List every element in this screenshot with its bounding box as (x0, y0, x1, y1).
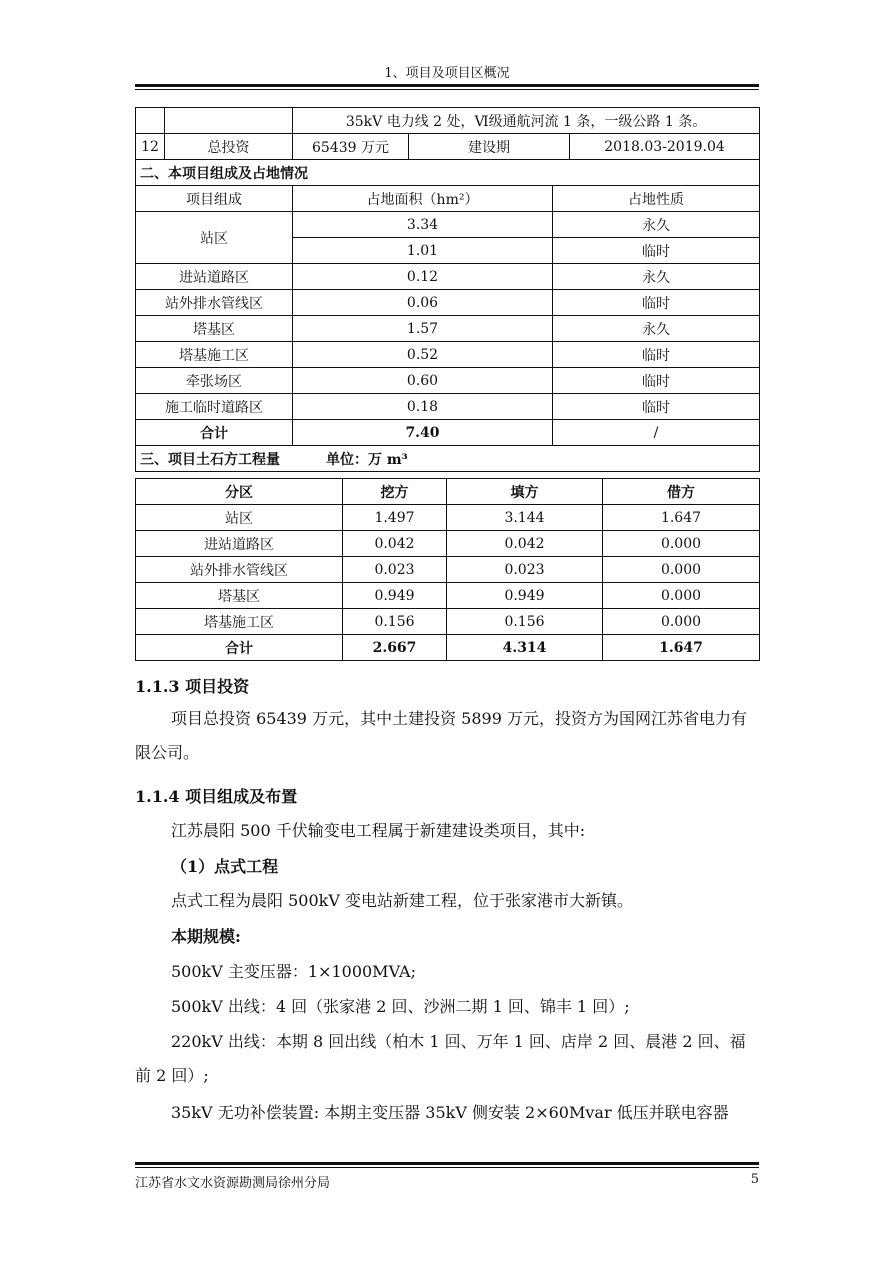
table-cell: 7.40 (293, 420, 553, 446)
table-header-row (136, 186, 760, 212)
column-header: 占地性质 (553, 186, 760, 212)
table-cell: 永久 (553, 264, 760, 290)
table-row (136, 609, 760, 635)
table-cell: 0.000 (603, 609, 760, 635)
table-cell: 0.156 (447, 609, 603, 635)
paragraph-35kv: 35kV 无功补偿装置: 本期主变压器 35kV 侧安装 2×60Mvar 低压并联电容器 (171, 1103, 729, 1122)
column-header: 占地面积（hm²） (293, 186, 553, 212)
table-cell: 0.042 (343, 531, 447, 557)
table-cell: 0.949 (343, 583, 447, 609)
table-cell: 0.60 (293, 368, 553, 394)
section-title-text: 三、项目土石方工程量 (140, 451, 280, 468)
paragraph-investment: 项目总投资 65439 万元，其中土建投资 5899 万元，投资方为国网江苏省电力有限公司。 (135, 709, 747, 762)
subheading-point-project: （1）点式工程 (171, 857, 279, 876)
table-cell: 65439 万元 (293, 134, 409, 160)
table-cell: 0.52 (293, 342, 553, 368)
table-cell: 0.06 (293, 290, 553, 316)
table-row (136, 531, 760, 557)
table-row (136, 212, 760, 238)
table-cell: 合计 (136, 420, 293, 446)
paragraph-220kv-out: 220kV 出线：本期 8 回出线（柏木 1 回、万年 1 回、店岸 2 回、晨港 2 回、福前 2 回）; (135, 1032, 746, 1085)
table-cell: 0.12 (293, 264, 553, 290)
table-row (136, 368, 760, 394)
table-row (136, 557, 760, 583)
table-cell: 临时 (553, 290, 760, 316)
paragraph-intro: 江苏晨阳 500 千伏输变电工程属于新建建设类项目，其中: (171, 821, 586, 840)
table-cell: 临时 (553, 238, 760, 264)
paragraph-500kv-out: 500kV 出线：4 回（张家港 2 回、沙洲二期 1 回、锦丰 1 回）; (171, 997, 630, 1016)
table-cell: 1.647 (603, 505, 760, 531)
table-cell: 塔基施工区 (136, 342, 293, 368)
table-row (136, 290, 760, 316)
table-cell: 进站道路区 (136, 531, 343, 557)
column-header: 借方 (603, 479, 760, 505)
row-number: 12 (136, 134, 165, 160)
section-heading-row (136, 446, 760, 472)
table-cell: 1.01 (293, 238, 553, 264)
table-row (136, 342, 760, 368)
table-cell: 3.144 (447, 505, 603, 531)
section-heading-row (136, 160, 760, 186)
table-cell: 2018.03-2019.04 (570, 134, 760, 160)
table-cell: 0.18 (293, 394, 553, 420)
section-title (136, 446, 760, 472)
footer-organization: 江苏省水文水资源勘测局徐州分局 (135, 1176, 331, 1191)
table-cell: 0.023 (447, 557, 603, 583)
column-header: 挖方 (343, 479, 447, 505)
table-cell: 临时 (553, 368, 760, 394)
column-header: 项目组成 (136, 186, 293, 212)
table-row (136, 583, 760, 609)
table-cell: 1.647 (603, 635, 760, 661)
running-header: 1、项目及项目区概况 (384, 66, 510, 81)
table-cell: 总投资 (165, 134, 293, 160)
table-row (136, 394, 760, 420)
table-cell: 进站道路区 (136, 264, 293, 290)
page-number: 5 (750, 1172, 759, 1187)
table-cell: 塔基区 (136, 583, 343, 609)
footer-rule-thin (135, 1167, 759, 1168)
table-cell: 1.497 (343, 505, 447, 531)
table-total-row (136, 420, 760, 446)
table-cell: 站区 (136, 212, 293, 264)
table-cell: 3.34 (293, 212, 553, 238)
table-cell: / (553, 420, 760, 446)
table-cell: 1.57 (293, 316, 553, 342)
table-cell: 0.023 (343, 557, 447, 583)
footer-rule-thick (135, 1162, 759, 1165)
column-header: 分区 (136, 479, 343, 505)
table-cell: 0.949 (447, 583, 603, 609)
paragraph-point-project: 点式工程为晨阳 500kV 变电站新建工程，位于张家港市大新镇。 (171, 891, 633, 910)
heading-1-1-3: 1.1.3 项目投资 (135, 677, 250, 696)
table-cell: 0.156 (343, 609, 447, 635)
scale-label: 本期规模: (171, 927, 241, 946)
table-cell: 永久 (553, 212, 760, 238)
column-header: 填方 (447, 479, 603, 505)
table-cell: 35kV 电力线 2 处，Ⅵ级通航河流 1 条，一级公路 1 条。 (293, 108, 760, 134)
table-cell: 临时 (553, 342, 760, 368)
table-cell: 站外排水管线区 (136, 557, 343, 583)
table-row (136, 316, 760, 342)
table-cell: 永久 (553, 316, 760, 342)
table-cell: 站区 (136, 505, 343, 531)
table-row (136, 264, 760, 290)
section-title: 二、本项目组成及占地情况 (136, 160, 760, 186)
table-row (136, 505, 760, 531)
table-cell: 临时 (553, 394, 760, 420)
table-header-row (136, 479, 760, 505)
table-cell: 牵张场区 (136, 368, 293, 394)
earthwork-table (135, 478, 760, 661)
table-cell: 建设期 (409, 134, 570, 160)
heading-1-1-4: 1.1.4 项目组成及布置 (135, 787, 298, 806)
table-row-continued (136, 108, 760, 134)
table-row-investment (136, 134, 760, 160)
table-cell: 0.000 (603, 557, 760, 583)
table-cell: 施工临时道路区 (136, 394, 293, 420)
header-rule-thin (135, 89, 759, 90)
table-cell: 0.000 (603, 583, 760, 609)
table-cell: 4.314 (447, 635, 603, 661)
project-overview-table (135, 107, 760, 472)
table-cell: 合计 (136, 635, 343, 661)
table-cell: 塔基施工区 (136, 609, 343, 635)
table-total-row (136, 635, 760, 661)
paragraph-transformer: 500kV 主变压器：1×1000MVA; (171, 962, 416, 981)
table-cell: 0.042 (447, 531, 603, 557)
header-rule-thick (135, 84, 759, 87)
table-cell: 0.000 (603, 531, 760, 557)
table-cell: 塔基区 (136, 316, 293, 342)
table-cell: 站外排水管线区 (136, 290, 293, 316)
table-cell: 2.667 (343, 635, 447, 661)
unit-label: 单位：万 m³ (326, 451, 408, 468)
